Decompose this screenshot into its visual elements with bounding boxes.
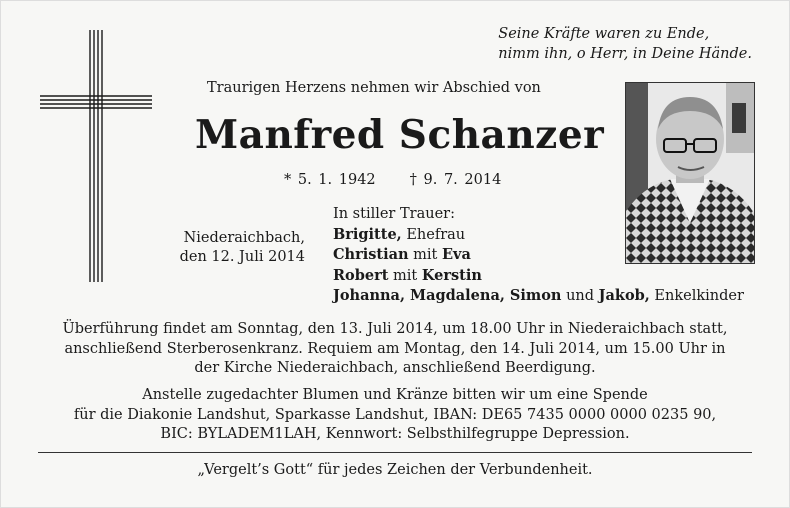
place-line: Niederaichbach, — [183, 230, 305, 246]
divider — [38, 452, 752, 453]
mourner-row — [333, 225, 744, 246]
mourner-name: Brigitte, — [333, 225, 402, 243]
mourner-connector: mit — [388, 267, 422, 284]
mourner-name: Johanna, Magdalena, Simon — [333, 287, 562, 304]
service-paragraph — [35, 320, 755, 379]
mourner-row — [333, 286, 744, 307]
donation-line-3: BIC: BYLADEM1LAH, Kennwort: Selbsthilfegruppe Depression. — [160, 426, 630, 442]
donation-paragraph — [35, 386, 755, 445]
mourner-connector: mit — [408, 247, 442, 263]
quote-line-2: nimm ihn, o Herr, in Deine Hände. — [498, 46, 752, 62]
mourner-name: Eva — [441, 246, 471, 263]
birth-date: * 5. 1. 1942 — [284, 172, 376, 188]
life-dates — [284, 172, 501, 188]
bible-quote — [498, 24, 752, 64]
death-date: † 9. 7. 2014 — [409, 172, 502, 188]
service-line-2: anschließend Sterberosenkranz. Requiem am Montag, den 14. Juli 2014, um 15.00 Uhr in — [64, 340, 726, 357]
donation-line-1: Anstelle zugedachter Blumen und Kränze bitten wir um eine Spende — [142, 387, 648, 403]
mourner-row — [333, 266, 744, 287]
mourner-row — [333, 245, 744, 266]
mourner-connector: und — [561, 288, 599, 304]
mourner-name: Kerstin — [421, 266, 482, 284]
mourner-name: Robert — [333, 266, 389, 284]
place-and-date — [160, 229, 305, 267]
mourner-relation: Enkelkinder — [649, 288, 744, 304]
deceased-name: Manfred Schanzer — [195, 112, 605, 158]
mourner-relation: Ehefrau — [401, 226, 466, 243]
service-line-1: Überführung findet am Sonntag, den 13. Juli 2014, um 18.00 Uhr in Niederaichbach statt, — [62, 321, 728, 337]
donation-line-2: für die Diakonie Landshut, Sparkasse Landshut, IBAN: DE65 7435 0000 0000 0235 90, — [73, 406, 717, 423]
intro-text: Traurigen Herzens nehmen wir Abschied von — [207, 80, 541, 96]
mourners-list — [333, 205, 744, 307]
quote-line-1: Seine Kräfte waren zu Ende, — [498, 26, 710, 42]
service-line-3: der Kirche Niederaichbach, anschließend Beerdigung. — [194, 360, 596, 376]
mourners-heading: In stiller Trauer: — [333, 206, 455, 222]
mourner-name: Jakob, — [598, 287, 650, 304]
cross-icon — [40, 30, 152, 282]
date-line: den 12. Juli 2014 — [179, 249, 305, 265]
thanks-line: „Vergelt’s Gott“ für jedes Zeichen der Verbundenheit. — [197, 462, 593, 478]
mourner-name: Christian — [333, 246, 409, 263]
